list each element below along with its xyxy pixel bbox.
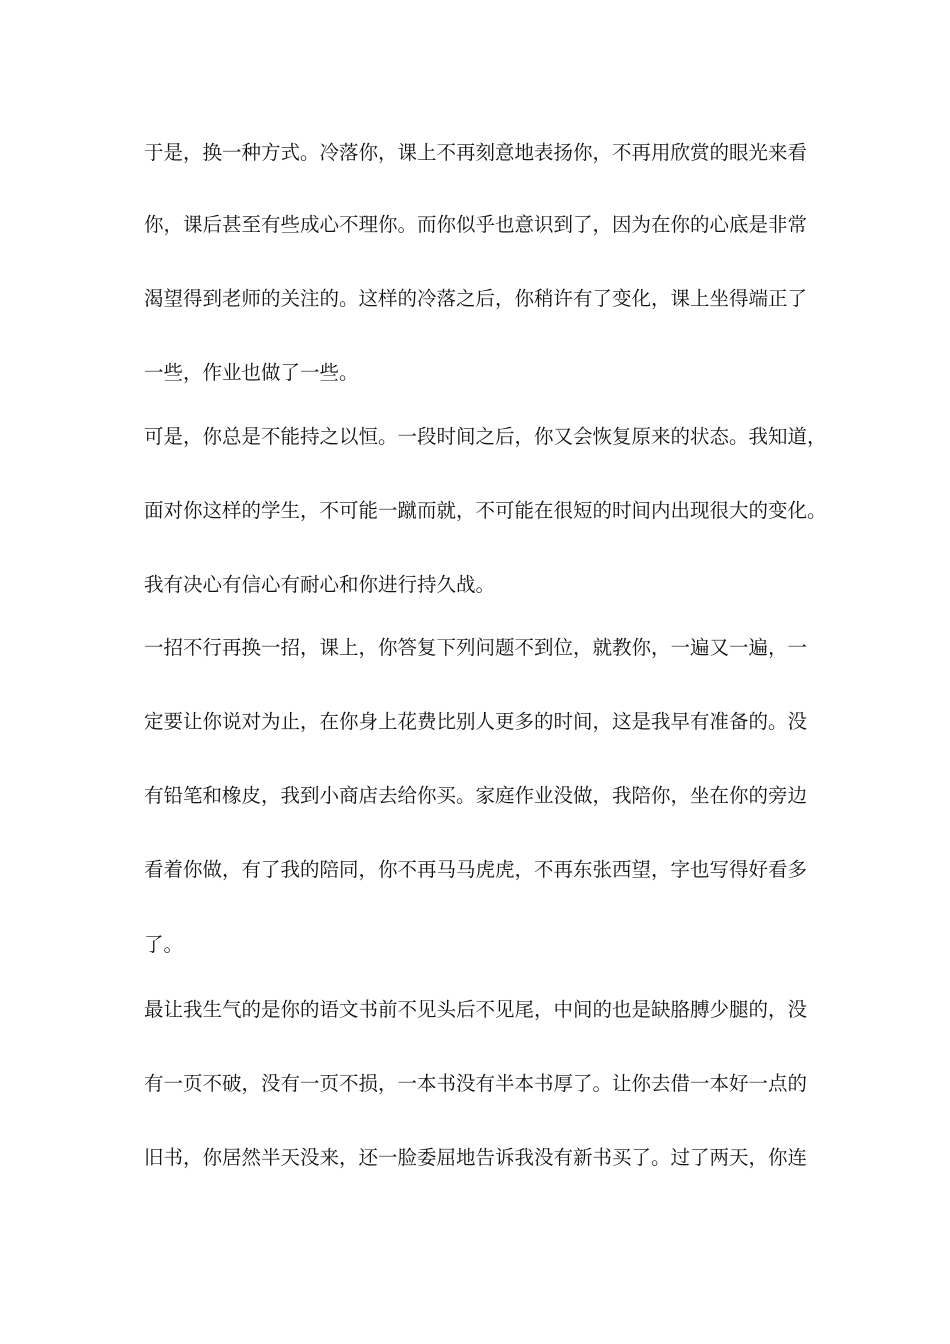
text-line: 一些，作业也做了一些。 bbox=[144, 361, 359, 384]
text-line: 旧书，你居然半天没来，还一脸委屈地告诉我没有新书买了。过了两天，你连 bbox=[144, 1146, 808, 1169]
text-line: 有铅笔和橡皮，我到小商店去给你买。家庭作业没做，我陪你，坐在你的旁边 bbox=[144, 784, 808, 807]
text-line: 渴望得到老师的关注的。这样的冷落之后，你稍许有了变化，课上坐得端正了 bbox=[144, 287, 808, 310]
text-line: 了。 bbox=[144, 933, 184, 956]
text-line: 定要让你说对为止，在你身上花费比别人更多的时间，这是我早有准备的。没 bbox=[144, 710, 808, 733]
text-line: 最让我生气的是你的语文书前不见头后不见尾，中间的也是缺胳膊少腿的，没 bbox=[144, 998, 808, 1021]
text-line: 可是，你总是不能持之以恒。一段时间之后，你又会恢复原来的状态。我知道， bbox=[144, 425, 827, 448]
text-line: 一招不行再换一招，课上，你答复下列问题不到位，就教你，一遍又一遍，一 bbox=[144, 636, 808, 659]
text-line: 于是，换一种方式。冷落你，课上不再刻意地表扬你，不再用欣赏的眼光来看 bbox=[144, 141, 808, 164]
text-line: 有一页不破，没有一页不损，一本书没有半本书厚了。让你去借一本好一点的 bbox=[144, 1072, 808, 1095]
text-line: 你，课后甚至有些成心不理你。而你似乎也意识到了，因为在你的心底是非常 bbox=[144, 213, 808, 236]
text-line: 我有决心有信心有耐心和你进行持久战。 bbox=[144, 573, 496, 596]
text-line: 面对你这样的学生，不可能一蹴而就，不可能在很短的时间内出现很大的变化。 bbox=[144, 499, 827, 522]
text-line: 看着你做，有了我的陪同，你不再马马虎虎，不再东张西望，字也写得好看多 bbox=[144, 858, 808, 881]
